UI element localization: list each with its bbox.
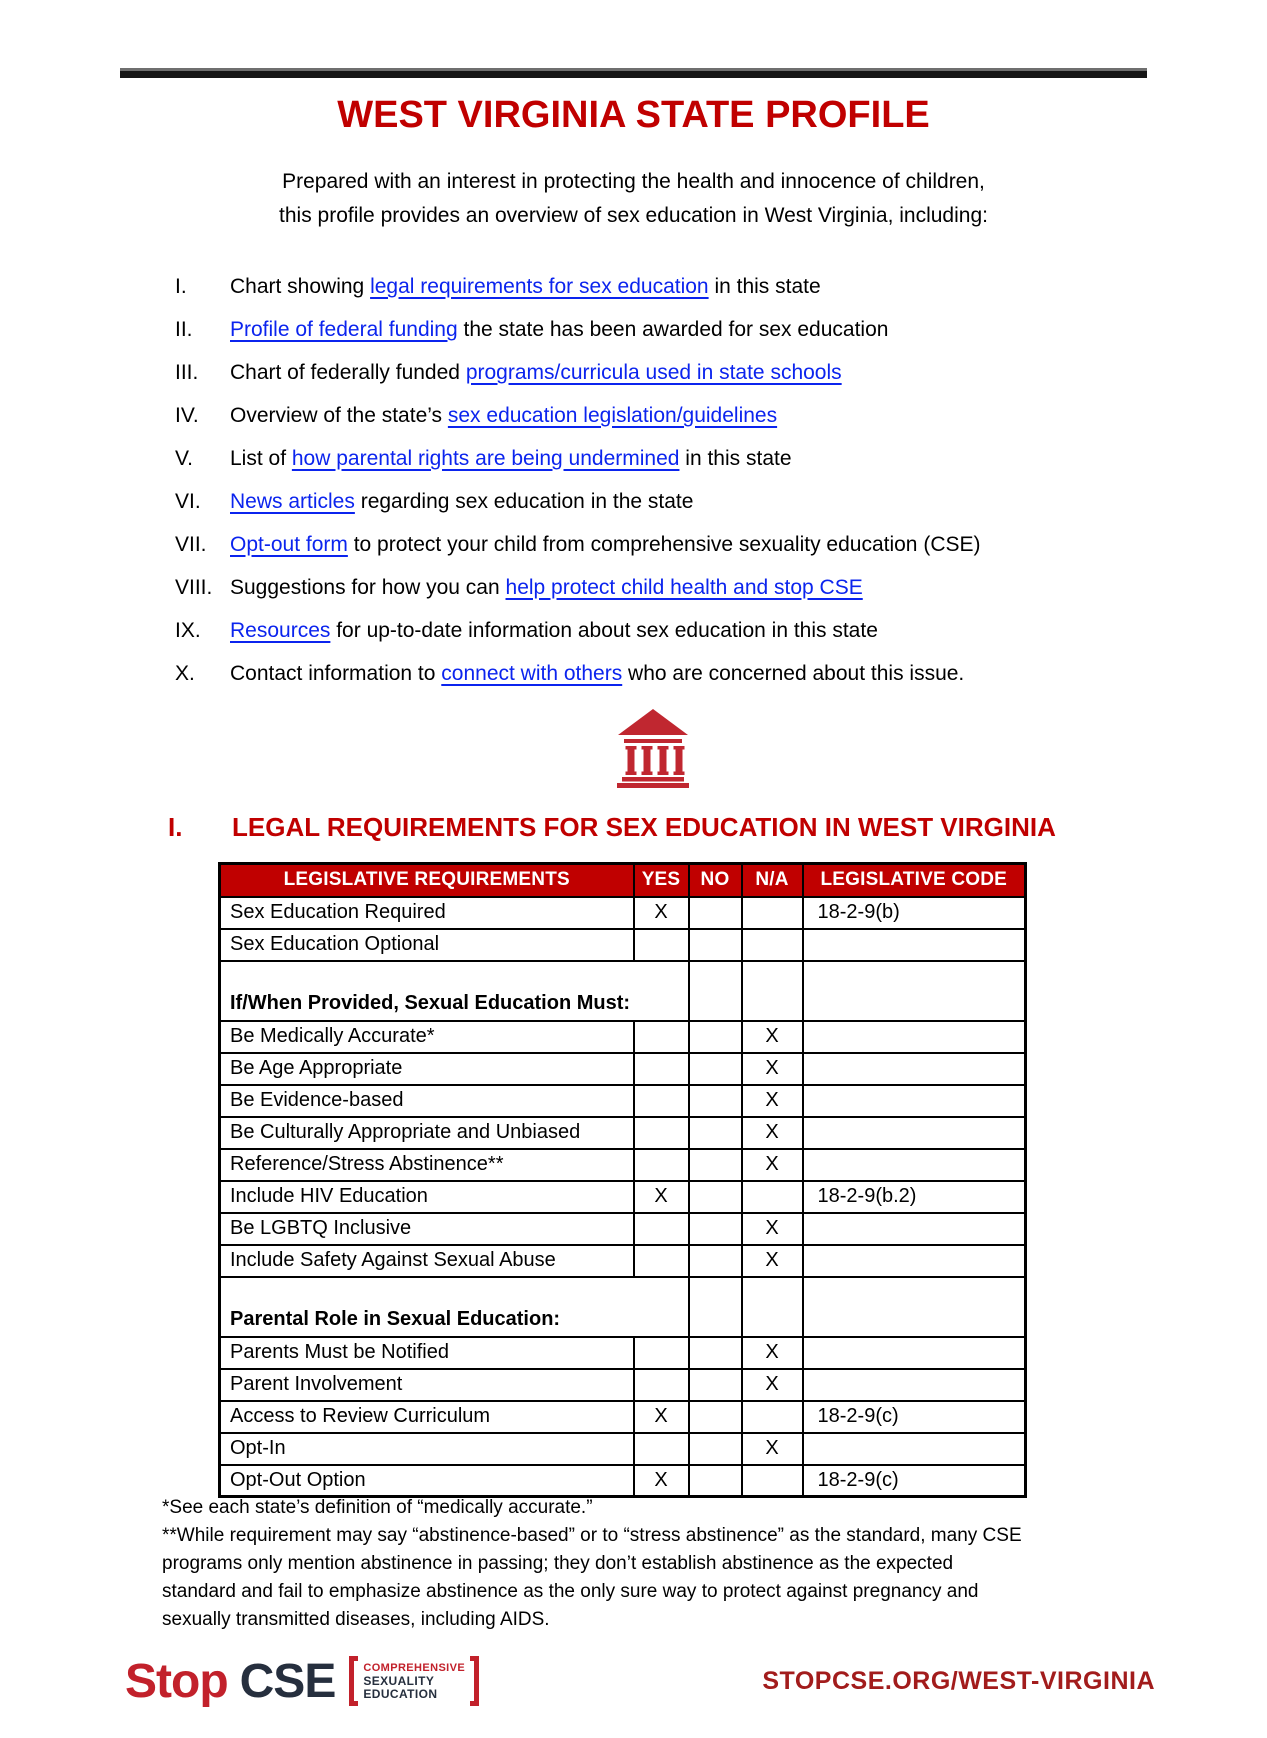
code-cell [803,1117,1026,1149]
yes-cell [634,1085,689,1117]
column-header: N/A [742,864,803,897]
table-row [220,1337,1026,1369]
code-cell [803,1245,1026,1277]
toc-text [230,318,888,342]
logo-stop-text: Stop [125,1654,228,1708]
page-footer [125,1650,1155,1712]
toc-text [230,533,981,557]
toc-text [230,404,777,428]
na-cell [742,897,803,929]
no-cell [689,1053,742,1085]
requirement-cell: Include Safety Against Sexual Abuse [220,1245,634,1277]
section-label-cell: Parental Role in Sexual Education: [220,1277,689,1337]
yes-cell [634,1337,689,1369]
capitol-building-icon [615,708,691,788]
table-row [220,1149,1026,1181]
na-cell: X [742,1337,803,1369]
logo-cse-text: CSE [239,1654,336,1708]
toc-segment: Chart of federally funded [230,360,466,384]
no-cell [689,929,742,961]
yes-cell [634,1149,689,1181]
footnote-1: *See each state’s definition of “medically accurate.” [162,1497,593,1518]
table-row [220,1181,1026,1213]
yes-cell [634,1433,689,1465]
toc-numeral: X. [175,661,195,685]
toc-segment: who are concerned about this issue. [622,661,965,685]
code-cell [803,1337,1026,1369]
requirement-cell: Include HIV Education [220,1181,634,1213]
logo-bracket-group [349,1656,479,1706]
table-row [220,1465,1026,1497]
top-divider [120,68,1147,78]
code-cell [803,1433,1026,1465]
table-row [220,1053,1026,1085]
code-cell [803,961,1026,1021]
toc-segment: the state has been awarded for sex education [457,317,889,341]
toc-link[interactable]: programs/curricula used in state schools [465,360,842,384]
yes-cell [634,1021,689,1053]
table-row [220,929,1026,961]
logo-bracket-lines [358,1656,470,1706]
na-cell: X [742,1245,803,1277]
table-row [220,1021,1026,1053]
no-cell [689,1213,742,1245]
toc-text [230,576,863,600]
toc-link[interactable]: help protect child health and stop CSE [505,575,863,599]
na-cell [742,1181,803,1213]
footnotes [162,1494,1024,1634]
no-cell [689,1117,742,1149]
toc-item [175,480,1197,523]
intro-line-1: Prepared with an interest in protecting the health and innocence of children, [282,170,985,193]
toc-numeral: III. [175,360,199,384]
code-cell: 18-2-9(b) [803,897,1026,929]
na-cell: X [742,1433,803,1465]
table-row [220,1401,1026,1433]
code-cell [803,1053,1026,1085]
requirement-cell: Sex Education Required [220,897,634,929]
no-cell [689,1149,742,1181]
code-cell: 18-2-9(b.2) [803,1181,1026,1213]
no-cell [689,1085,742,1117]
intro-paragraph [0,165,1267,233]
toc-text [230,361,842,385]
yes-cell: X [634,1465,689,1497]
na-cell: X [742,1053,803,1085]
toc-segment: Suggestions for how you can [230,575,506,599]
toc-item [175,394,1197,437]
toc-link[interactable]: legal requirements for sex education [370,274,709,298]
no-cell [689,1337,742,1369]
toc-text [230,275,821,299]
toc-text [230,662,964,686]
code-cell [803,1277,1026,1337]
logo-right-bracket-icon [470,1656,479,1706]
toc-item [175,609,1197,652]
toc-link[interactable]: Opt-out form [230,532,348,556]
table-row [220,1085,1026,1117]
column-header: LEGISLATIVE CODE [803,864,1026,897]
requirement-cell: Be Age Appropriate [220,1053,634,1085]
toc-segment: to protect your child from comprehensive sexuality education (CSE) [347,532,981,556]
na-cell [742,1277,803,1337]
toc-segment: regarding sex education in the state [354,489,694,513]
no-cell [689,1401,742,1433]
toc-link[interactable]: News articles [230,489,355,513]
toc-link[interactable]: connect with others [441,661,623,685]
footer-url-link[interactable]: STOPCSE.ORG/WEST-VIRGINIA [762,1666,1155,1695]
page-title [0,94,1267,137]
yes-cell [634,1117,689,1149]
toc-list [175,265,1197,695]
toc-item [175,351,1197,394]
code-cell [803,1369,1026,1401]
code-cell [803,1085,1026,1117]
requirement-cell: Opt-In [220,1433,634,1465]
requirement-cell: Reference/Stress Abstinence** [220,1149,634,1181]
toc-segment: Overview of the state’s [230,403,448,427]
table-header-row [220,864,1026,897]
toc-numeral: II. [175,317,193,341]
no-cell [689,961,742,1021]
logo-bracket-line-1: COMPREHENSIVE [363,1661,466,1674]
table-row [220,1433,1026,1465]
code-cell [803,1213,1026,1245]
section-heading [168,812,1056,843]
section-numeral: I. [168,812,183,842]
code-cell: 18-2-9(c) [803,1465,1026,1497]
no-cell [689,1245,742,1277]
toc-segment: in this state [708,274,821,298]
stop-cse-logo [125,1654,479,1709]
requirement-cell: Be LGBTQ Inclusive [220,1213,634,1245]
toc-text [230,490,693,514]
toc-item [175,523,1197,566]
section-label-cell: If/When Provided, Sexual Education Must: [220,961,689,1021]
capitol-building-icon-svg [615,708,691,788]
no-cell [689,1465,742,1497]
code-cell [803,1021,1026,1053]
no-cell [689,1021,742,1053]
page-title-text: WEST VIRGINIA STATE PROFILE [337,94,930,136]
toc-numeral: VI. [175,489,201,513]
na-cell [742,1401,803,1433]
na-cell: X [742,1021,803,1053]
na-cell [742,929,803,961]
na-cell: X [742,1369,803,1401]
no-cell [689,897,742,929]
logo-left-bracket-icon [349,1656,358,1706]
na-cell: X [742,1149,803,1181]
na-cell [742,961,803,1021]
table-row [220,1245,1026,1277]
toc-numeral: I. [175,274,187,298]
toc-numeral: VII. [175,532,207,556]
requirement-cell: Be Medically Accurate* [220,1021,634,1053]
requirement-cell: Be Evidence-based [220,1085,634,1117]
toc-segment: Contact information to [230,661,442,685]
section-heading-text: LEGAL REQUIREMENTS FOR SEX EDUCATION IN WEST VIRGINIA [232,812,1056,842]
no-cell [689,1277,742,1337]
toc-link[interactable]: how parental rights are being undermined [291,446,680,470]
yes-cell [634,1245,689,1277]
requirement-cell: Access to Review Curriculum [220,1401,634,1433]
toc-item [175,437,1197,480]
requirement-cell: Opt-Out Option [220,1465,634,1497]
logo-bracket-line-3: EDUCATION [363,1686,438,1701]
requirement-cell: Parent Involvement [220,1369,634,1401]
legislative-requirements-table [218,862,1027,1498]
toc-link[interactable]: sex education legislation/guidelines [447,403,778,427]
table-section-row [220,961,1026,1021]
requirement-cell: Be Culturally Appropriate and Unbiased [220,1117,634,1149]
toc-numeral: VIII. [175,575,213,599]
column-header: LEGISLATIVE REQUIREMENTS [220,864,634,897]
toc-segment: Chart showing [230,274,371,298]
na-cell: X [742,1213,803,1245]
yes-cell: X [634,1181,689,1213]
yes-cell [634,1213,689,1245]
na-cell: X [742,1117,803,1149]
table-row [220,1369,1026,1401]
intro-line-2: this profile provides an overview of sex education in West Virginia, including: [279,204,988,227]
column-header: YES [634,864,689,897]
toc-link[interactable]: Profile of federal funding [230,317,458,341]
table-body [220,897,1026,1497]
table-section-row [220,1277,1026,1337]
toc-numeral: IV. [175,403,199,427]
toc-numeral: IX. [175,618,201,642]
toc-item [175,308,1197,351]
yes-cell [634,1053,689,1085]
toc-item [175,265,1197,308]
toc-text [230,619,878,643]
no-cell [689,1181,742,1213]
column-header: NO [689,864,742,897]
toc-text [230,447,792,471]
toc-numeral: V. [175,446,193,470]
na-cell: X [742,1085,803,1117]
requirement-cell: Parents Must be Notified [220,1337,634,1369]
table-row [220,1117,1026,1149]
footnote-2: **While requirement may say “abstinence-based” or to “stress abstinence” as the standard, many CSE programs only mention abstinence in passing; they don’t establish abstinence as the expected standard and fail to emphasize abstinence as the only sure way to protect against pregnancy and sexually transmitted diseases, including AIDS. [162,1525,1022,1630]
yes-cell [634,929,689,961]
logo-bracket-line-2: SEXUALITY [363,1673,435,1688]
toc-item [175,652,1197,695]
yes-cell [634,1369,689,1401]
code-cell [803,1149,1026,1181]
toc-item [175,566,1197,609]
table-row [220,897,1026,929]
requirement-cell: Sex Education Optional [220,929,634,961]
no-cell [689,1433,742,1465]
toc-link[interactable]: Resources [230,618,331,642]
yes-cell: X [634,897,689,929]
table-row [220,1213,1026,1245]
toc-segment: List of [230,446,292,470]
code-cell [803,929,1026,961]
na-cell [742,1465,803,1497]
toc-segment: in this state [679,446,792,470]
toc-segment: for up-to-date information about sex education in this state [330,618,878,642]
yes-cell: X [634,1401,689,1433]
code-cell: 18-2-9(c) [803,1401,1026,1433]
no-cell [689,1369,742,1401]
